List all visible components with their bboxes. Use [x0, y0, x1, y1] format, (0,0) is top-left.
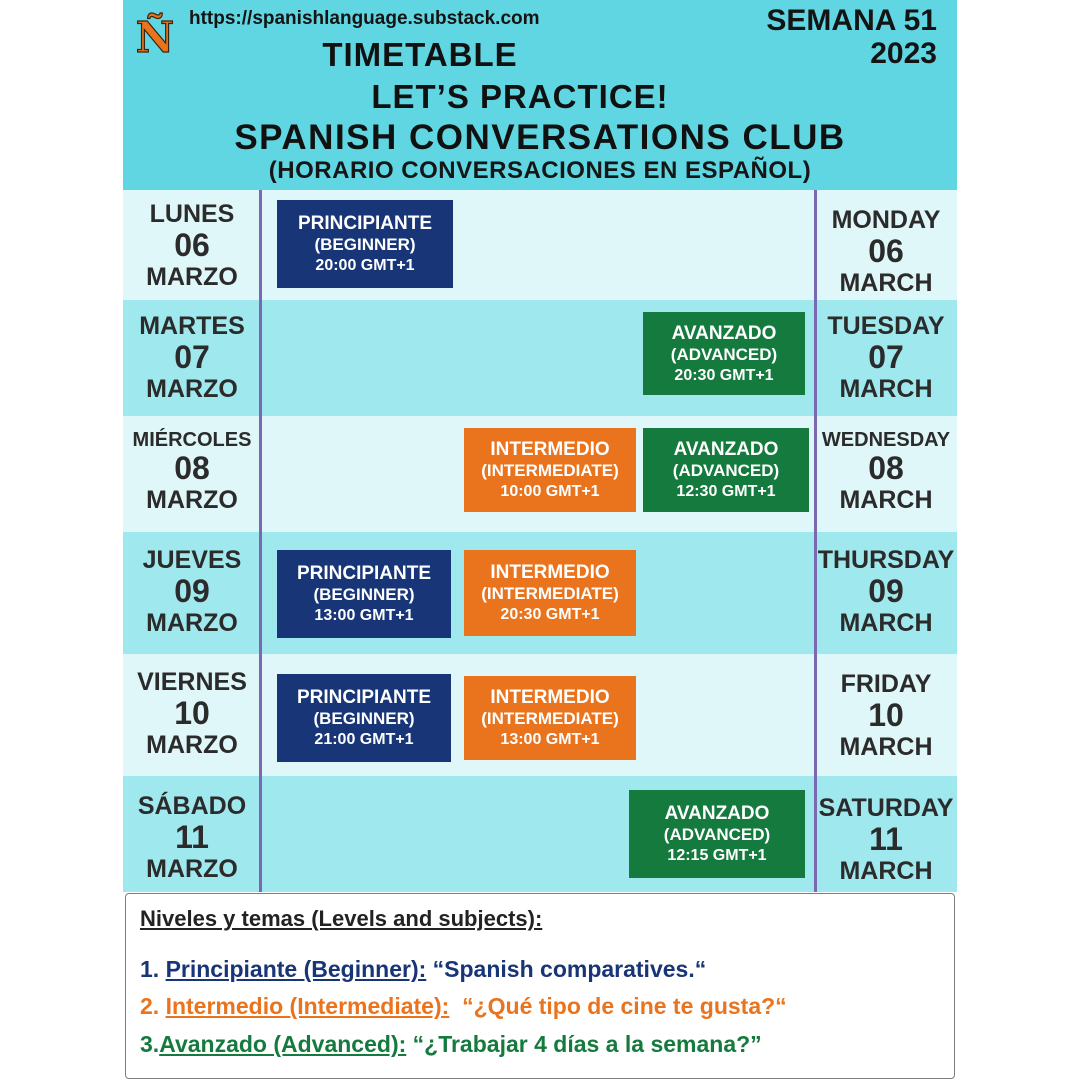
legend-title: Niveles y temas (Levels and subjects):: [140, 906, 543, 931]
legend-item-intermediate: [140, 993, 787, 1020]
day-number: 11: [869, 821, 903, 857]
day-row-monday: [123, 190, 957, 300]
month-en: MARCH: [839, 375, 933, 403]
svg-text:Ñ: Ñ: [135, 13, 175, 60]
session-level: INTERMEDIO: [490, 687, 610, 709]
month-es: MARZO: [146, 855, 238, 883]
day-name-es: SÁBADO: [137, 792, 247, 820]
day-name-en: FRIDAY: [840, 670, 932, 698]
legend-number: 1.: [140, 956, 166, 982]
day-label-es: [123, 670, 261, 758]
day-number: 09: [174, 573, 210, 609]
session-advanced[interactable]: [643, 428, 809, 512]
month-en: MARCH: [839, 733, 933, 761]
day-number: 06: [868, 233, 904, 269]
session-intermediate[interactable]: [464, 550, 636, 636]
month-en: MARCH: [839, 269, 933, 297]
day-label-en: [815, 314, 957, 402]
day-row-thursday: [123, 532, 957, 654]
month-es: MARZO: [146, 731, 238, 759]
session-level-en: (ADVANCED): [663, 825, 771, 845]
month-es: MARZO: [146, 609, 238, 637]
session-level-en: (BEGINNER): [313, 585, 415, 605]
legend-topic: “Spanish comparatives.“: [426, 956, 707, 982]
day-name-en: MONDAY: [831, 206, 941, 234]
session-time: 20:00 GMT+1: [315, 257, 415, 275]
day-name-es: LUNES: [149, 200, 235, 228]
legend-number: 3.: [140, 1031, 160, 1057]
day-number: 11: [175, 819, 209, 855]
day-label-es: [123, 548, 261, 636]
session-advanced[interactable]: [629, 790, 805, 878]
session-level: AVANZADO: [673, 439, 779, 461]
day-number: 08: [174, 450, 210, 486]
day-row-friday: [123, 654, 957, 776]
legend-item-beginner: [140, 956, 706, 983]
session-intermediate[interactable]: [464, 428, 636, 512]
session-level-en: (ADVANCED): [672, 461, 780, 481]
month-en: MARCH: [839, 486, 933, 514]
legend-topic: “¿Qué tipo de cine te gusta?“: [449, 993, 787, 1019]
day-number: 10: [174, 695, 210, 731]
month-en: MARCH: [839, 857, 933, 885]
session-time: 12:15 GMT+1: [667, 847, 767, 865]
day-number: 06: [174, 227, 210, 263]
session-level: PRINCIPIANTE: [297, 213, 433, 235]
session-beginner[interactable]: [277, 550, 451, 638]
day-label-es: [123, 314, 261, 402]
day-number: 07: [868, 339, 904, 375]
day-label-en: [815, 208, 957, 296]
day-label-en: [815, 672, 957, 760]
day-name-es: MARTES: [139, 312, 245, 340]
day-name-en: THURSDAY: [817, 546, 955, 574]
substack-url[interactable]: https://spanishlanguage.substack.com: [189, 8, 540, 29]
day-label-es: [123, 794, 261, 882]
day-label-en: [815, 796, 957, 884]
session-level: PRINCIPIANTE: [296, 563, 432, 585]
week-number: SEMANA 51: [766, 4, 937, 37]
day-name-en: TUESDAY: [827, 312, 945, 340]
day-number: 07: [174, 339, 210, 375]
day-row-tuesday: [123, 300, 957, 416]
legend-number: 2.: [140, 993, 166, 1019]
month-en: MARCH: [839, 609, 933, 637]
session-level: AVANZADO: [671, 322, 777, 344]
session-intermediate[interactable]: [464, 676, 636, 760]
session-time: 13:00 GMT+1: [500, 731, 600, 749]
session-time: 21:00 GMT+1: [314, 731, 414, 749]
session-level-en: (BEGINNER): [313, 709, 415, 729]
day-label-es: [123, 202, 261, 290]
month-es: MARZO: [146, 486, 238, 514]
session-level-en: (INTERMEDIATE): [481, 709, 619, 729]
day-name-en: WEDNESDAY: [821, 429, 951, 451]
day-number: 10: [868, 697, 904, 733]
day-name-es: MIÉRCOLES: [132, 429, 252, 451]
header: [123, 0, 957, 190]
month-es: MARZO: [146, 263, 238, 291]
legend-topic: “¿Trabajar 4 días a la semana?”: [406, 1031, 762, 1057]
month-es: MARZO: [146, 375, 238, 403]
session-time: 12:30 GMT+1: [676, 483, 776, 501]
session-level-en: (INTERMEDIATE): [481, 584, 619, 604]
session-level-en: (ADVANCED): [670, 344, 778, 364]
session-level-en: (BEGINNER): [314, 235, 416, 255]
session-beginner[interactable]: [277, 674, 451, 762]
divider-left: [259, 190, 262, 892]
timetable-poster: [123, 0, 957, 1080]
day-name-es: JUEVES: [142, 546, 242, 574]
legend-level: Principiante (Beginner):: [165, 956, 427, 982]
session-time: 20:30 GMT+1: [500, 606, 600, 624]
legend-box: [125, 893, 955, 1079]
day-name-es: VIERNES: [137, 668, 247, 696]
session-time: 20:30 GMT+1: [674, 366, 774, 384]
session-level: PRINCIPIANTE: [296, 687, 432, 709]
week-year: 2023: [870, 37, 937, 70]
title-lets-practice: LET’S PRACTICE!: [371, 78, 669, 115]
day-label-es: [123, 430, 261, 513]
title-timetable: TIMETABLE: [322, 36, 518, 73]
divider-right: [814, 190, 817, 892]
session-level-en: (INTERMEDIATE): [481, 461, 619, 481]
session-level: INTERMEDIO: [490, 562, 610, 584]
session-beginner[interactable]: [277, 200, 453, 288]
legend-level: Intermedio (Intermediate):: [165, 993, 450, 1019]
session-time: 10:00 GMT+1: [500, 483, 600, 501]
legend-item-advanced: [140, 1031, 762, 1058]
day-name-en: SATURDAY: [818, 794, 954, 822]
session-level: INTERMEDIO: [490, 439, 610, 461]
day-number: 08: [868, 450, 904, 486]
legend-level: Avanzado (Advanced):: [159, 1031, 407, 1057]
day-row-saturday: [123, 776, 957, 892]
session-level: AVANZADO: [664, 803, 770, 825]
day-number: 09: [868, 573, 904, 609]
day-row-wednesday: [123, 416, 957, 532]
title-club: SPANISH CONVERSATIONS CLUB: [234, 118, 846, 157]
subtitle-horario: (HORARIO CONVERSACIONES EN ESPAÑOL): [268, 157, 812, 184]
day-label-en: [815, 548, 957, 636]
session-advanced[interactable]: [643, 312, 805, 395]
day-label-en: [815, 430, 957, 513]
session-time: 13:00 GMT+1: [314, 607, 414, 625]
